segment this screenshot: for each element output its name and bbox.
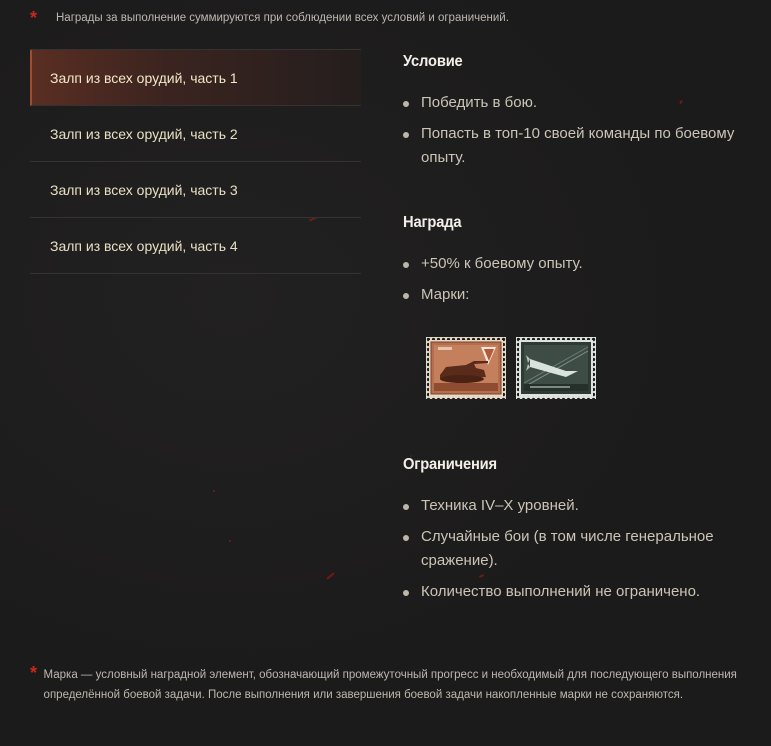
- bullet-icon: [403, 101, 409, 107]
- limits-title: Ограничения: [403, 456, 497, 473]
- asterisk-icon: *: [30, 8, 38, 28]
- quest-item-label: Залп из всех орудий, часть 3: [50, 181, 238, 198]
- tank-stamp-icon[interactable]: [426, 337, 506, 399]
- top-note-text: Награды за выполнение суммируются при соблюдении всех условий и ограничений.: [56, 12, 509, 24]
- quest-item-label: Залп из всех орудий, часть 1: [50, 69, 238, 86]
- reward-stamps: [426, 337, 596, 399]
- limits-item: [403, 525, 753, 573]
- quest-item-label: Залп из всех орудий, часть 2: [50, 125, 238, 142]
- quest-item-part-2[interactable]: [30, 106, 361, 162]
- footnote-text: Марка — условный наградной элемент, обозначающий промежуточный прогресс и необходимый для последующего выполнения определённой боевой задачи. После выполнения или завершения боевой задачи накопленные марки не сохраняются.: [43, 669, 737, 701]
- bullet-icon: [403, 504, 409, 510]
- quest-item-part-1[interactable]: [30, 50, 361, 106]
- quest-list: [30, 49, 361, 274]
- limits-item-text: Техника IV–X уровней.: [421, 497, 579, 514]
- asterisk-icon: *: [30, 663, 38, 683]
- limits-item-text: Количество выполнений не ограничено.: [421, 583, 701, 600]
- rocket-stamp-icon[interactable]: [516, 337, 596, 399]
- bullet-icon: [403, 590, 409, 596]
- reward-item-text: +50% к боевому опыту.: [421, 255, 583, 272]
- bullet-icon: [403, 262, 409, 268]
- condition-title: Условие: [403, 53, 463, 70]
- reward-item: [403, 252, 583, 276]
- limits-list: [403, 494, 753, 604]
- reward-title: Награда: [403, 214, 462, 231]
- footnote: [30, 665, 740, 705]
- condition-item: [403, 91, 753, 115]
- quest-item-part-3[interactable]: [30, 162, 361, 218]
- bullet-icon: [403, 132, 409, 138]
- reward-list: [403, 252, 583, 307]
- condition-item-text: Победить в бою.: [421, 94, 538, 111]
- limits-item: [403, 580, 753, 604]
- decor-spark: [229, 540, 232, 543]
- condition-item-text: Попасть в топ-10 своей команды по боевому опыту.: [421, 125, 735, 166]
- condition-list: [403, 91, 753, 170]
- bullet-icon: [403, 293, 409, 299]
- limits-item: [403, 494, 753, 518]
- condition-item: [403, 122, 753, 170]
- decor-spark: [326, 572, 334, 579]
- top-note: [30, 10, 509, 26]
- quest-item-part-4[interactable]: [30, 218, 361, 274]
- reward-item-text: Марки:: [421, 286, 470, 303]
- reward-item: [403, 283, 583, 307]
- bullet-icon: [403, 535, 409, 541]
- decor-spark: [213, 490, 216, 493]
- limits-item-text: Случайные бои (в том числе генеральное сражение).: [421, 528, 714, 569]
- quest-item-label: Залп из всех орудий, часть 4: [50, 237, 238, 254]
